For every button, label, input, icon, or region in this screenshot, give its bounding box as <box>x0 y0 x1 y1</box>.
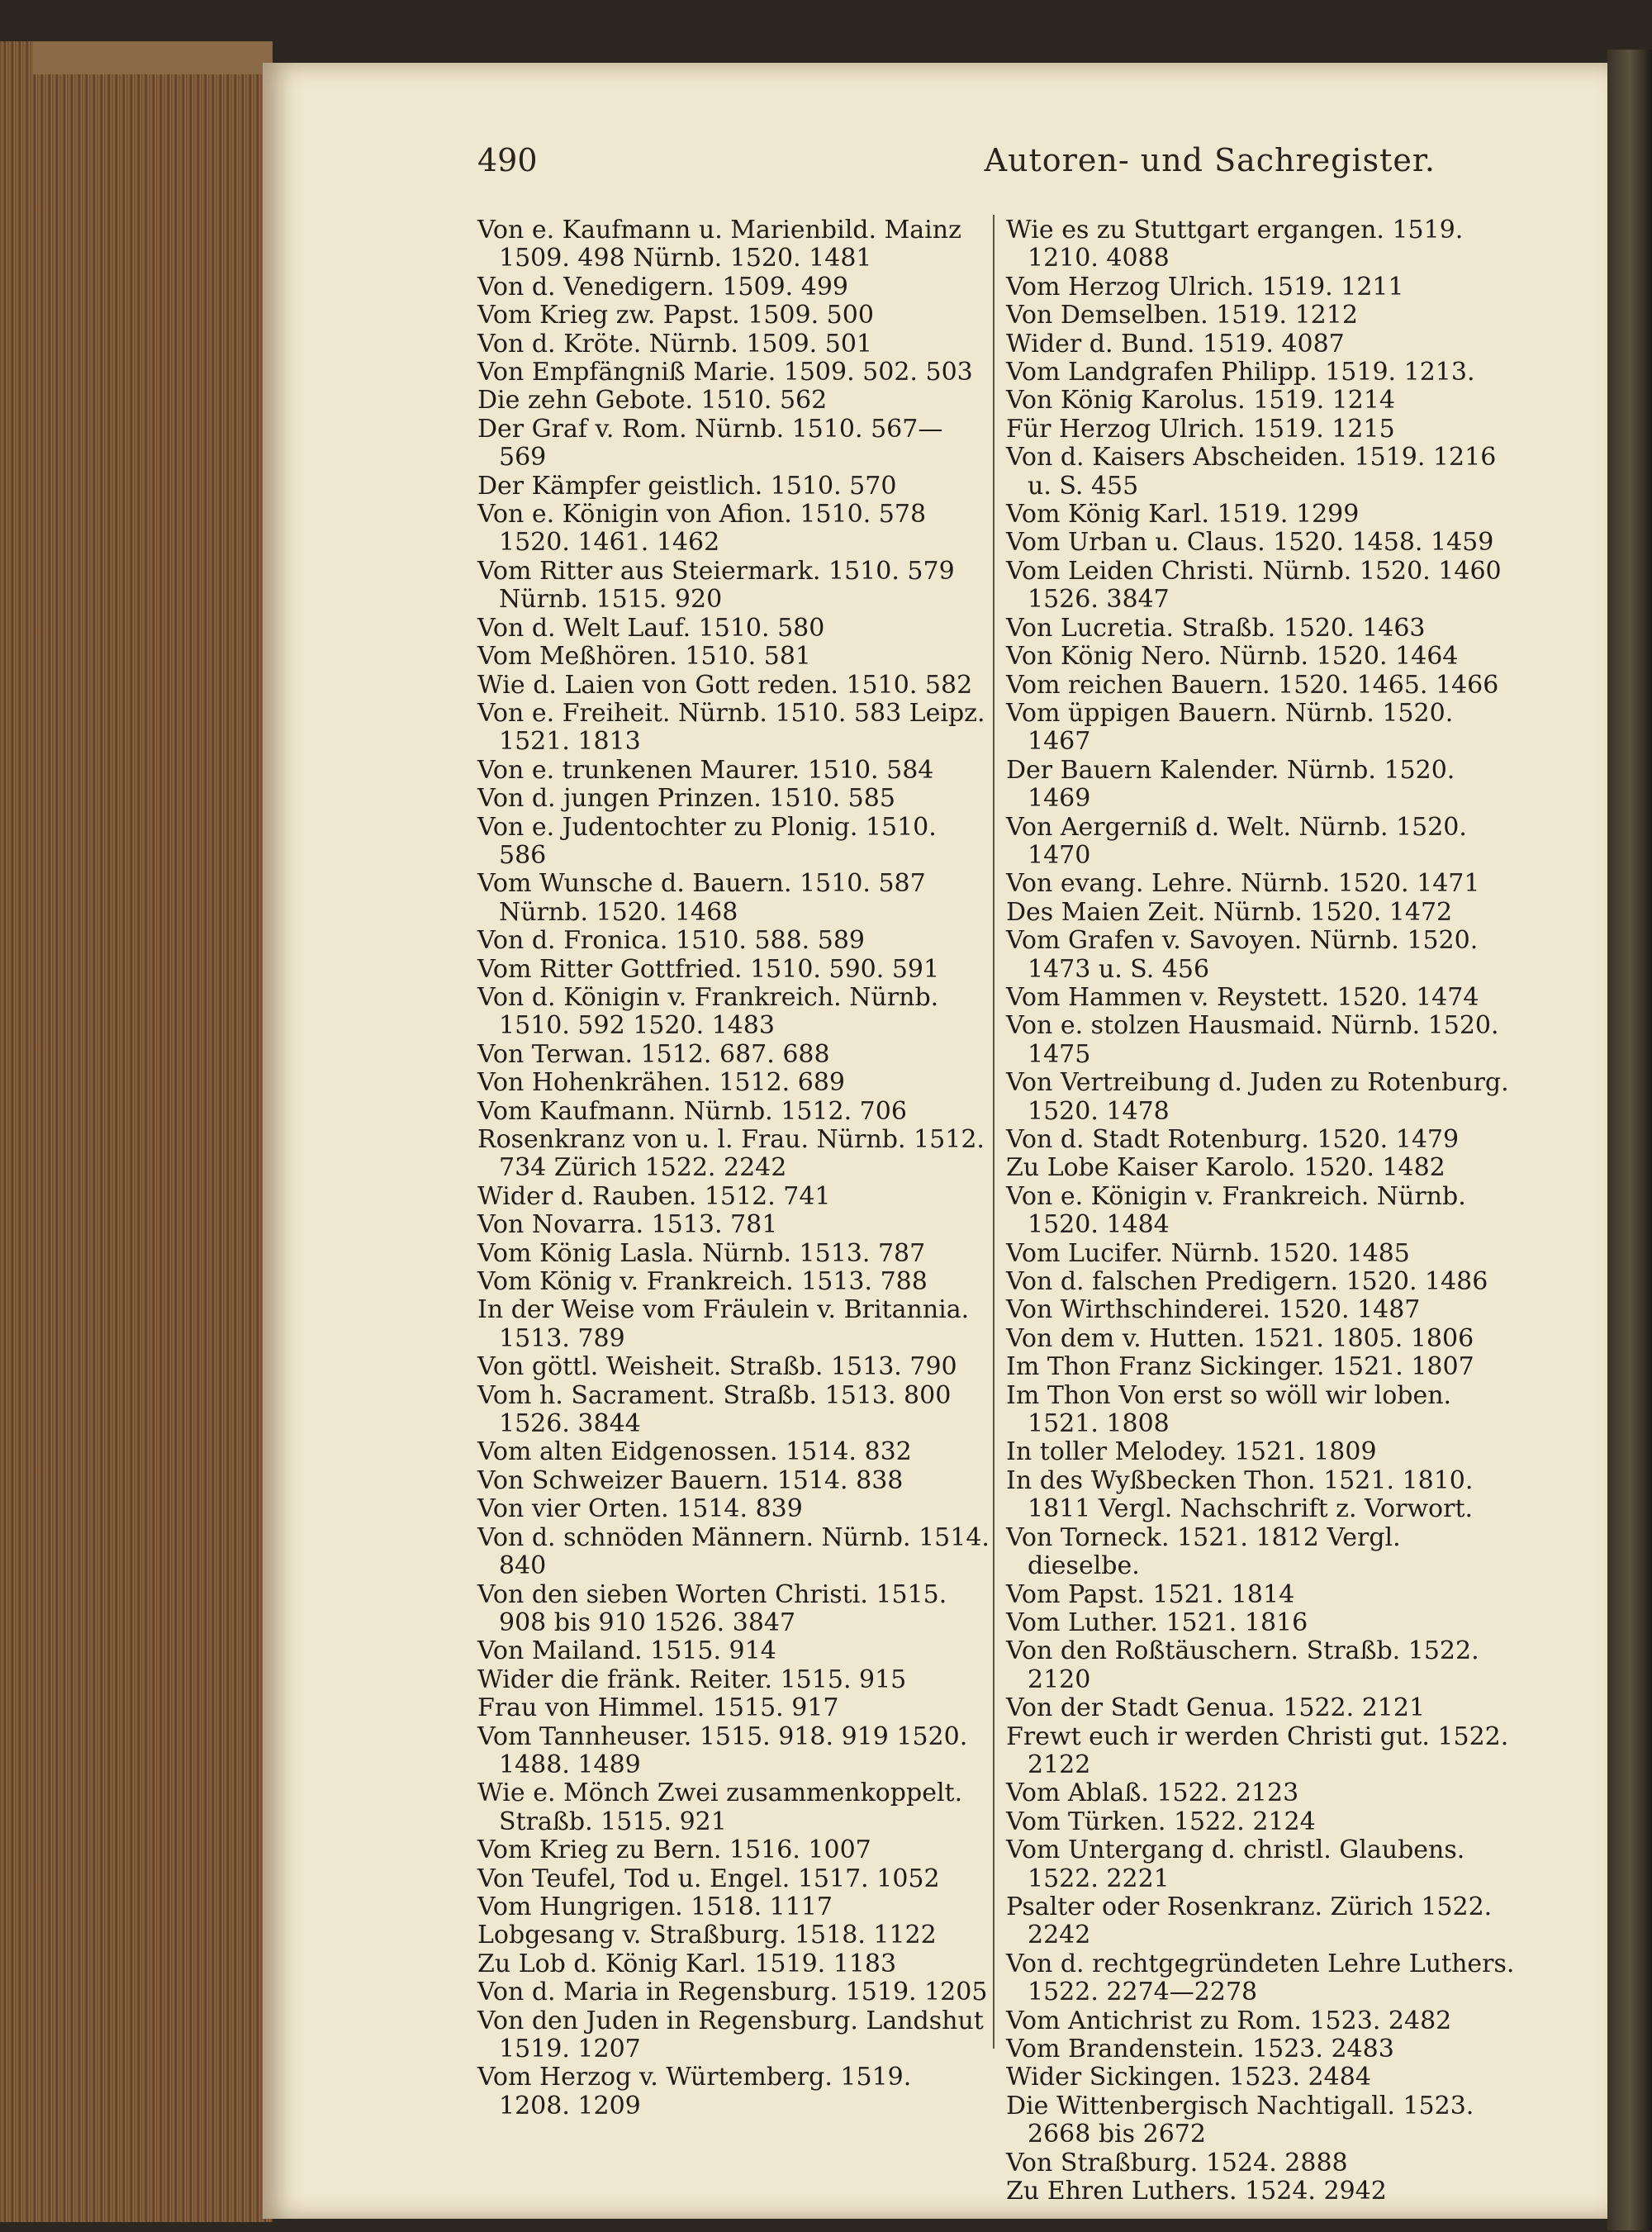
index-entry: Die zehn Gebote. 1510. 562 <box>477 386 828 416</box>
index-entry: Vom Krieg zu Bern. 1516. 1007 <box>477 1835 871 1865</box>
index-entry: Von d. Welt Lauf. 1510. 580 <box>477 613 825 643</box>
index-entry: Von d. Königin v. Frankreich. Nürnb. 1510. 592 1520. 1483 <box>477 982 939 1041</box>
index-entry: Vom Lucifer. Nürnb. 1520. 1485 <box>1006 1238 1410 1268</box>
book-top-edge <box>33 41 273 74</box>
index-entry: Wider die fränk. Reiter. 1515. 915 <box>477 1665 907 1694</box>
index-entry: In des Wyßbecken Thon. 1521. 1810. 1811 Vergl. Nachschrift z. Vorwort. <box>1006 1465 1474 1524</box>
page-header <box>477 142 1436 200</box>
index-entry: Vom Tannheuser. 1515. 918. 919 1520. 1488. 1489 <box>477 1721 968 1779</box>
index-entry: Vom Türken. 1522. 2124 <box>1006 1807 1316 1836</box>
index-entry: Vom reichen Bauern. 1520. 1465. 1466 <box>1006 670 1499 700</box>
index-entry: Vom Ritter Gottfried. 1510. 590. 591 <box>477 954 940 984</box>
index-entry: Die Wittenbergisch Nachtigall. 1523. 2668 bis 2672 <box>1006 2091 1474 2149</box>
index-entry: Zu Lobe Kaiser Karolo. 1520. 1482 <box>1006 1153 1446 1183</box>
index-entry: Vom Krieg zw. Papst. 1509. 500 <box>477 301 874 330</box>
facing-page-gutter <box>1607 50 1652 2230</box>
index-entry: Von Demselben. 1519. 1212 <box>1006 301 1358 330</box>
index-entry: Vom Grafen v. Savoyen. Nürnb. 1520. 1473 u. S. 456 <box>1006 926 1479 984</box>
index-entry: Von d. schnöden Männern. Nürnb. 1514. 840 <box>477 1522 990 1581</box>
index-entry: Vom üppigen Bauern. Nürnb. 1520. 1467 <box>1006 698 1454 757</box>
index-entry: Vom Papst. 1521. 1814 <box>1006 1579 1295 1609</box>
index-entry: Rosenkranz von u. l. Frau. Nürnb. 1512. 734 Zürich 1522. 2242 <box>477 1125 985 1183</box>
index-entry: Vom Antichrist zu Rom. 1523. 2482 <box>1006 2006 1452 2035</box>
index-entry: Von König Nero. Nürnb. 1520. 1464 <box>1006 642 1459 672</box>
index-entry: Von d. Maria in Regensburg. 1519. 1205 <box>477 1978 988 2007</box>
index-entry: Von d. jungen Prinzen. 1510. 585 <box>477 784 895 814</box>
index-entry: Vom h. Sacrament. Straßb. 1513. 800 1526. 3844 <box>477 1380 952 1439</box>
index-entry: Von d. Stadt Rotenburg. 1520. 1479 <box>1006 1125 1460 1154</box>
index-entry: Von e. Kaufmann u. Marienbild. Mainz 1509. 498 Nürnb. 1520. 1481 <box>477 216 961 273</box>
index-entry: Vom Wunsche d. Bauern. 1510. 587 Nürnb. 1520. 1468 <box>477 869 926 927</box>
book-page-edges <box>0 41 273 2222</box>
index-entry: Von e. Königin v. Frankreich. Nürnb. 1520. 1484 <box>1006 1181 1466 1240</box>
index-entry: Von e. Königin von Afion. 1510. 578 1520. 1461. 1462 <box>477 500 927 558</box>
index-entry: Von d. Kröte. Nürnb. 1509. 501 <box>477 329 872 359</box>
index-entry: Im Thon Franz Sickinger. 1521. 1807 <box>1006 1352 1474 1382</box>
index-entry: Psalter oder Rosenkranz. Zürich 1522. 2242 <box>1006 1892 1493 1950</box>
index-entry: Von d. Venedigern. 1509. 499 <box>477 272 849 302</box>
index-entry: Vom König v. Frankreich. 1513. 788 <box>477 1267 928 1297</box>
index-entry: Von Lucretia. Straßb. 1520. 1463 <box>1006 613 1426 643</box>
index-entry: Von Mailand. 1515. 914 <box>477 1636 776 1666</box>
index-entry: Von evang. Lehre. Nürnb. 1520. 1471 <box>1006 869 1480 899</box>
running-head: Autoren- und Sachregister. <box>984 142 1436 178</box>
index-entry: Des Maien Zeit. Nürnb. 1520. 1472 <box>1006 897 1453 927</box>
index-entry: Von Wirthschinderei. 1520. 1487 <box>1006 1295 1421 1325</box>
index-entry: Von d. rechtgegründeten Lehre Luthers. 1522. 2274—2278 <box>1006 1949 1515 2007</box>
index-entry: Zu Ehren Luthers. 1524. 2942 <box>1006 2177 1387 2206</box>
index-entry: In der Weise vom Fräulein v. Britannia. 1513. 789 <box>477 1295 970 1353</box>
index-entry: Von Torneck. 1521. 1812 Vergl. dieselbe. <box>1006 1522 1401 1581</box>
index-entry: Wie es zu Stuttgart ergangen. 1519. 1210. 4088 <box>1006 216 1464 273</box>
right-column <box>1006 216 1518 2206</box>
index-entry: Von e. Judentochter zu Plonig. 1510. 586 <box>477 812 937 870</box>
index-entry: Der Graf v. Rom. Nürnb. 1510. 567—569 <box>477 414 943 473</box>
index-entry: Von Terwan. 1512. 687. 688 <box>477 1039 830 1069</box>
index-entry: Von Aergerniß d. Welt. Nürnb. 1520. 1470 <box>1006 812 1467 870</box>
index-entry: Von Hohenkrähen. 1512. 689 <box>477 1068 846 1098</box>
index-entry: Vom Landgrafen Philipp. 1519. 1213. <box>1006 358 1475 387</box>
column-divider <box>993 215 995 2049</box>
index-entry: Von e. stolzen Hausmaid. Nürnb. 1520. 1475 <box>1006 1011 1499 1069</box>
index-entry: Von d. falschen Predigern. 1520. 1486 <box>1006 1267 1488 1297</box>
index-entry: Von den Juden in Regensburg. Landshut 1519. 1207 <box>477 2006 984 2063</box>
index-entry: Für Herzog Ulrich. 1519. 1215 <box>1006 414 1395 444</box>
index-entry: Von Novarra. 1513. 781 <box>477 1210 778 1240</box>
index-entry: Wider d. Rauben. 1512. 741 <box>477 1181 831 1211</box>
index-entry: Von Vertreibung d. Juden zu Rotenburg. 1520. 1478 <box>1006 1068 1509 1126</box>
index-entry: In toller Melodey. 1521. 1809 <box>1006 1437 1377 1467</box>
index-entry: Vom König Karl. 1519. 1299 <box>1006 500 1360 530</box>
index-entry: Von e. trunkenen Maurer. 1510. 584 <box>477 755 934 785</box>
index-entry: Vom Luther. 1521. 1816 <box>1006 1608 1308 1637</box>
index-entry: Vom Hammen v. Reystett. 1520. 1474 <box>1006 982 1479 1012</box>
index-entry: Vom Meßhören. 1510. 581 <box>477 642 812 672</box>
index-entry: Von Straßburg. 1524. 2888 <box>1006 2148 1348 2177</box>
index-entry: Wider Sickingen. 1523. 2484 <box>1006 2063 1371 2092</box>
index-entry: Von den sieben Worten Christi. 1515. 908 bis 910 1526. 3847 <box>477 1579 947 1637</box>
index-entry: Von Teufel, Tod u. Engel. 1517. 1052 <box>477 1864 940 1893</box>
index-entry: Von der Stadt Genua. 1522. 2121 <box>1006 1693 1426 1723</box>
index-entry: Vom Urban u. Claus. 1520. 1458. 1459 <box>1006 528 1494 558</box>
index-entry: Vom König Lasla. Nürnb. 1513. 787 <box>477 1238 926 1268</box>
page-number: 490 <box>477 142 538 178</box>
index-entry: Von vier Orten. 1514. 839 <box>477 1494 803 1524</box>
index-entry: Im Thon Von erst so wöll wir loben. 1521. 1808 <box>1006 1380 1452 1439</box>
index-entry: Vom Ritter aus Steiermark. 1510. 579 Nürnb. 1515. 920 <box>477 556 955 615</box>
index-entry: Vom Brandenstein. 1523. 2483 <box>1006 2035 1394 2063</box>
book-page <box>263 63 1607 2219</box>
index-entry: Der Kämpfer geistlich. 1510. 570 <box>477 471 897 501</box>
index-entry: Wie e. Mönch Zwei zusammenkoppelt. Straßb. 1515. 921 <box>477 1778 963 1836</box>
index-entry: Wider d. Bund. 1519. 4087 <box>1006 329 1345 359</box>
index-entry: Von e. Freiheit. Nürnb. 1510. 583 Leipz. 1521. 1813 <box>477 698 985 757</box>
index-entry: Zu Lob d. König Karl. 1519. 1183 <box>477 1949 897 1978</box>
index-entry: Von den Roßtäuschern. Straßb. 1522. 2120 <box>1006 1636 1479 1694</box>
left-column <box>477 216 990 2120</box>
index-entry: Von göttl. Weisheit. Straßb. 1513. 790 <box>477 1352 957 1382</box>
index-entry: Von dem v. Hutten. 1521. 1805. 1806 <box>1006 1323 1474 1353</box>
index-entry: Von Schweizer Bauern. 1514. 838 <box>477 1465 904 1495</box>
index-entry: Von d. Fronica. 1510. 588. 589 <box>477 926 866 956</box>
index-entry: Vom Untergang d. christl. Glaubens. 1522. 2221 <box>1006 1835 1465 1893</box>
index-entry: Vom Herzog v. Würtemberg. 1519. 1208. 1209 <box>477 2063 912 2120</box>
index-entry: Der Bauern Kalender. Nürnb. 1520. 1469 <box>1006 755 1455 814</box>
index-entry: Von König Karolus. 1519. 1214 <box>1006 386 1396 416</box>
index-entry: Von Empfängniß Marie. 1509. 502. 503 <box>477 358 973 387</box>
index-entry: Vom Leiden Christi. Nürnb. 1520. 1460 1526. 3847 <box>1006 556 1502 615</box>
index-entry: Vom Herzog Ulrich. 1519. 1211 <box>1006 272 1404 302</box>
index-entry: Vom Hungrigen. 1518. 1117 <box>477 1892 833 1921</box>
index-entry: Vom Kaufmann. Nürnb. 1512. 706 <box>477 1096 907 1126</box>
index-entry: Lobgesang v. Straßburg. 1518. 1122 <box>477 1921 937 1950</box>
index-entry: Wie d. Laien von Gott reden. 1510. 582 <box>477 670 973 700</box>
index-entry: Frewt euch ir werden Christi gut. 1522. 2122 <box>1006 1721 1509 1779</box>
index-entry: Von d. Kaisers Abscheiden. 1519. 1216 u. S. 455 <box>1006 443 1497 501</box>
index-entry: Vom Ablaß. 1522. 2123 <box>1006 1778 1299 1808</box>
index-entry: Frau von Himmel. 1515. 917 <box>477 1693 839 1723</box>
index-entry: Vom alten Eidgenossen. 1514. 832 <box>477 1437 912 1467</box>
